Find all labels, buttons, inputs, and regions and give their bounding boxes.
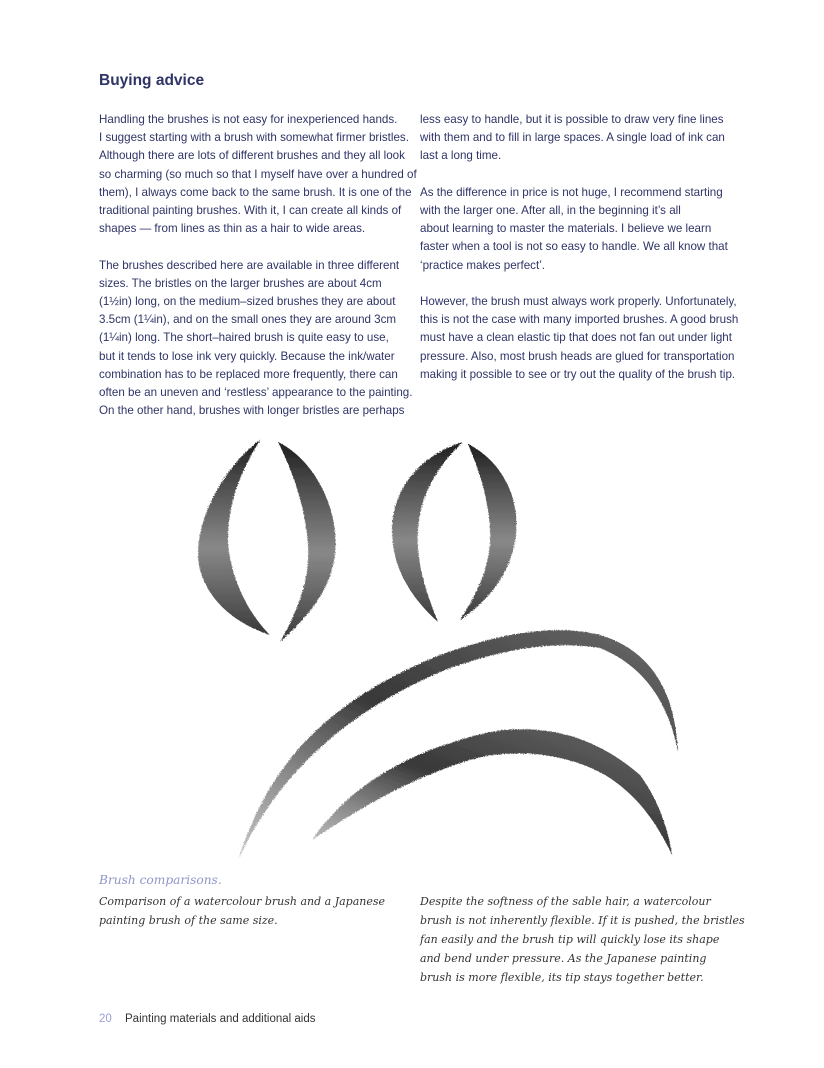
text-line: them), I always come back to the same brush. It is one of the <box>99 185 412 199</box>
text-line: On the other hand, brushes with longer bristles are perhaps <box>99 404 405 418</box>
text-line: (1¼in) long. The short–haired brush is quite easy to use, <box>99 331 389 345</box>
paragraph <box>99 111 417 238</box>
text-line: As the difference in price is not huge, I recommend starting <box>420 185 723 199</box>
caption-line: Comparison of a watercolour brush and a Japanese <box>99 895 386 908</box>
footer-section-title: Painting materials and additional aids <box>125 1013 316 1025</box>
text-line: often be an uneven and ‘restless’ appearance to the painting. <box>99 386 413 400</box>
text-line: The brushes described here are available in three different <box>99 258 400 272</box>
text-line: less easy to handle, but it is possible to draw very fine lines <box>420 113 724 126</box>
paragraph <box>420 184 728 275</box>
text-line: However, the brush must always work properly. Unfortunately, <box>420 295 737 308</box>
caption-line: fan easily and the brush tip will quickly lose its shape <box>420 933 720 946</box>
text-line: sizes. The bristles on the larger brushes are about 4cm <box>99 276 382 290</box>
paragraph <box>99 257 413 421</box>
caption-line: and bend under pressure. As the Japanese painting <box>420 952 707 965</box>
paragraph <box>420 293 739 384</box>
caption-title: Brush comparisons. <box>99 873 222 887</box>
text-line: 3.5cm (1¼in), and on the small ones they are around 3cm <box>99 313 397 327</box>
text-line: ‘practice makes perfect’. <box>420 258 546 272</box>
text-line: combination has to be replaced more frequently, there can <box>99 367 398 381</box>
text-line: faster when a tool is not so easy to handle. We all know that <box>420 240 728 254</box>
text-line: I suggest starting with a brush with somewhat firmer bristles. <box>99 131 409 145</box>
text-line: pressure. Also, most brush heads are glued for transportation <box>420 349 735 363</box>
page-number: 20 <box>99 1013 112 1025</box>
brush-stroke-illustration <box>180 430 710 870</box>
text-line: Although there are lots of different brushes and they all look <box>99 149 405 163</box>
caption-line: painting brush of the same size. <box>99 914 278 927</box>
caption-left <box>99 892 385 930</box>
caption-line: Despite the softness of the sable hair, a watercolour <box>420 895 711 908</box>
text-line: (1½in) long, on the medium–sized brushes they are about <box>99 295 396 309</box>
section-heading: Buying advice <box>99 72 205 89</box>
page-footer <box>99 1013 316 1025</box>
text-line: traditional painting brushes. With it, I can create all kinds of <box>99 204 402 218</box>
caption-line: brush is not inherently flexible. If it is pushed, the bristles <box>420 914 745 927</box>
caption-line: brush is more flexible, its tip stays together better. <box>420 971 704 984</box>
text-line: with them and to fill in large spaces. A single load of ink can <box>420 131 725 145</box>
text-line: must have a clean elastic tip that does not fan out under light <box>420 331 732 345</box>
text-line: Handling the brushes is not easy for inexperienced hands. <box>99 113 398 126</box>
text-line: but it tends to lose ink very quickly. Because the ink/water <box>99 349 395 363</box>
right-text-column <box>420 111 739 384</box>
left-text-column <box>99 111 417 420</box>
short-sweeping-stroke <box>312 729 672 855</box>
text-line: about learning to master the materials. I believe we learn <box>420 222 712 236</box>
text-line: with the larger one. After all, in the beginning it’s all <box>420 204 681 217</box>
text-line: shapes — from lines as thin as a hair to wide areas. <box>99 222 366 236</box>
text-line: so charming (so much so that I myself have over a hundred of <box>99 167 417 181</box>
text-line: making it possible to see or try out the quality of the brush tip. <box>420 367 736 381</box>
watercolour-brush-stroke <box>198 440 336 642</box>
japanese-brush-stroke <box>392 442 517 622</box>
text-line: last a long time. <box>420 149 502 163</box>
text-line: this is not the case with many imported brushes. A good brush <box>420 313 739 327</box>
paragraph <box>420 111 725 166</box>
caption-right <box>420 892 745 987</box>
